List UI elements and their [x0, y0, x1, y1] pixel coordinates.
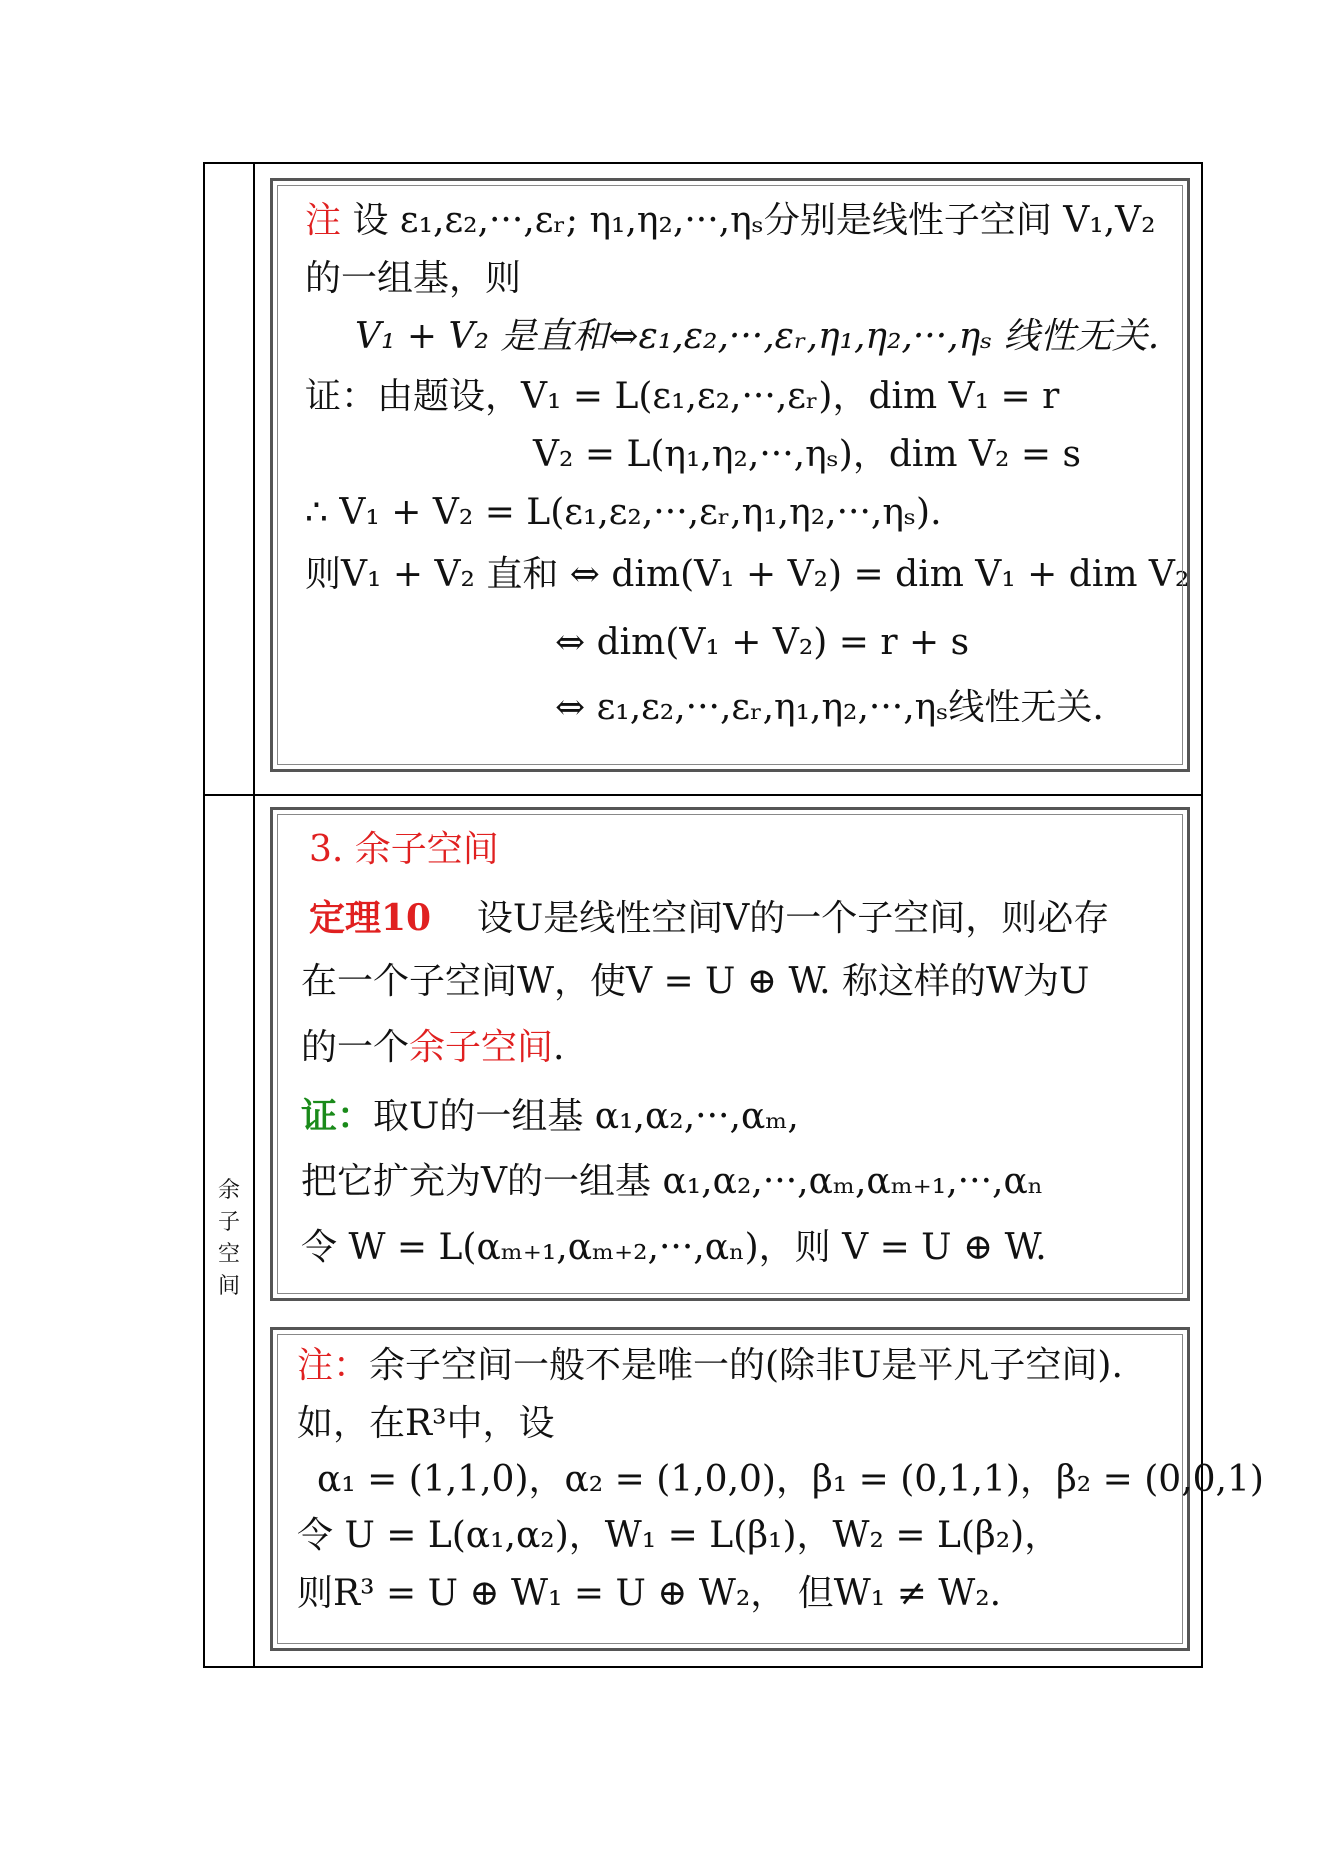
note1-proof-6: ⇔ ε₁,ε₂,···,εᵣ,η₁,η₂,···,ηₛ线性无关.	[555, 687, 1104, 728]
note2-line-5: 则R³ = U ⊕ W₁ = U ⊕ W₂， 但W₁ ≠ W₂.	[297, 1573, 1002, 1614]
note1-statement: V₁ + V₂ 是直和⇔ε₁,ε₂,···,εᵣ,η₁,η₂,···,ηₛ 线性无关.	[355, 316, 1160, 357]
outer-table	[203, 162, 1264, 1668]
section-heading: 3. 余子空间	[309, 829, 499, 870]
theorem-line-3	[301, 1026, 564, 1070]
theorem-text-3b: .	[553, 1027, 565, 1068]
side-label-char: 余	[217, 1178, 240, 1203]
note1-proof-2: V₂ = L(η₁,η₂,···,ηₛ)，dim V₂ = s	[533, 434, 1081, 475]
note1-line-2: 的一组基，则	[305, 258, 522, 299]
theorem-text-1: 设U是线性空间V的一个子空间，则必存	[476, 898, 1110, 939]
note1-text: 设 ε₁,ε₂,···,εᵣ; η₁,η₂,···,ηₛ分别是线性子空间 V₁,V₂	[352, 200, 1156, 241]
note2-line-2: 如，在R³中，设	[297, 1403, 555, 1444]
note-box-direct-sum	[270, 178, 1190, 772]
theorem-label: 定理10	[309, 897, 432, 939]
side-label	[205, 1164, 253, 1314]
theorem-line-1	[309, 896, 1109, 941]
theorem-box	[270, 807, 1190, 1301]
side-label-char: 空	[217, 1242, 240, 1267]
proof-line-3: 令 W = L(αₘ₊₁,αₘ₊₂,···,αₙ)，则 V = U ⊕ W.	[301, 1227, 1047, 1268]
theorem-text-3a: 的一个	[301, 1027, 410, 1068]
side-label-char: 间	[217, 1274, 240, 1299]
theorem-line-2: 在一个子空间W，使V = U ⊕ W. 称这样的W为U	[301, 961, 1090, 1002]
note2-line-1	[297, 1344, 1123, 1388]
side-label-char: 子	[217, 1210, 240, 1235]
note-box-non-unique	[270, 1327, 1264, 1651]
proof-text-1: 取U的一组基 α₁,α₂,···,αₘ,	[373, 1096, 799, 1137]
note2-label: 注：	[297, 1345, 370, 1386]
note1-proof-5: ⇔ dim(V₁ + V₂) = r + s	[555, 622, 970, 663]
note1-label: 注	[305, 200, 342, 241]
note1-line-1	[305, 199, 1156, 243]
row-divider	[205, 794, 1201, 796]
note2-line-3: α₁ = (1,1,0)，α₂ = (1,0,0)，β₁ = (0,1,1)，β₂ = (0,0,1)	[317, 1459, 1264, 1500]
proof-label: 证：	[301, 1095, 374, 1137]
column-divider	[253, 164, 255, 1666]
proof-line-2: 把它扩充为V的一组基 α₁,α₂,···,αₘ,αₘ₊₁,···,αₙ	[301, 1161, 1044, 1202]
proof-line-1	[301, 1094, 799, 1139]
note2-text-1: 余子空间一般不是唯一的(除非U是平凡子空间).	[369, 1345, 1123, 1386]
note1-proof-1: 证：由题设，V₁ = L(ε₁,ε₂,···,εᵣ)，dim V₁ = r	[305, 376, 1060, 417]
note1-proof-3: ∴ V₁ + V₂ = L(ε₁,ε₂,···,εᵣ,η₁,η₂,···,ηₛ).	[305, 492, 942, 533]
term-complement-subspace: 余子空间	[409, 1027, 554, 1068]
note1-proof-4: 则V₁ + V₂ 直和 ⇔ dim(V₁ + V₂) = dim V₁ + dim V₂	[305, 554, 1190, 595]
note2-line-4: 令 U = L(α₁,α₂)，W₁ = L(β₁)，W₂ = L(β₂)，	[297, 1515, 1061, 1556]
